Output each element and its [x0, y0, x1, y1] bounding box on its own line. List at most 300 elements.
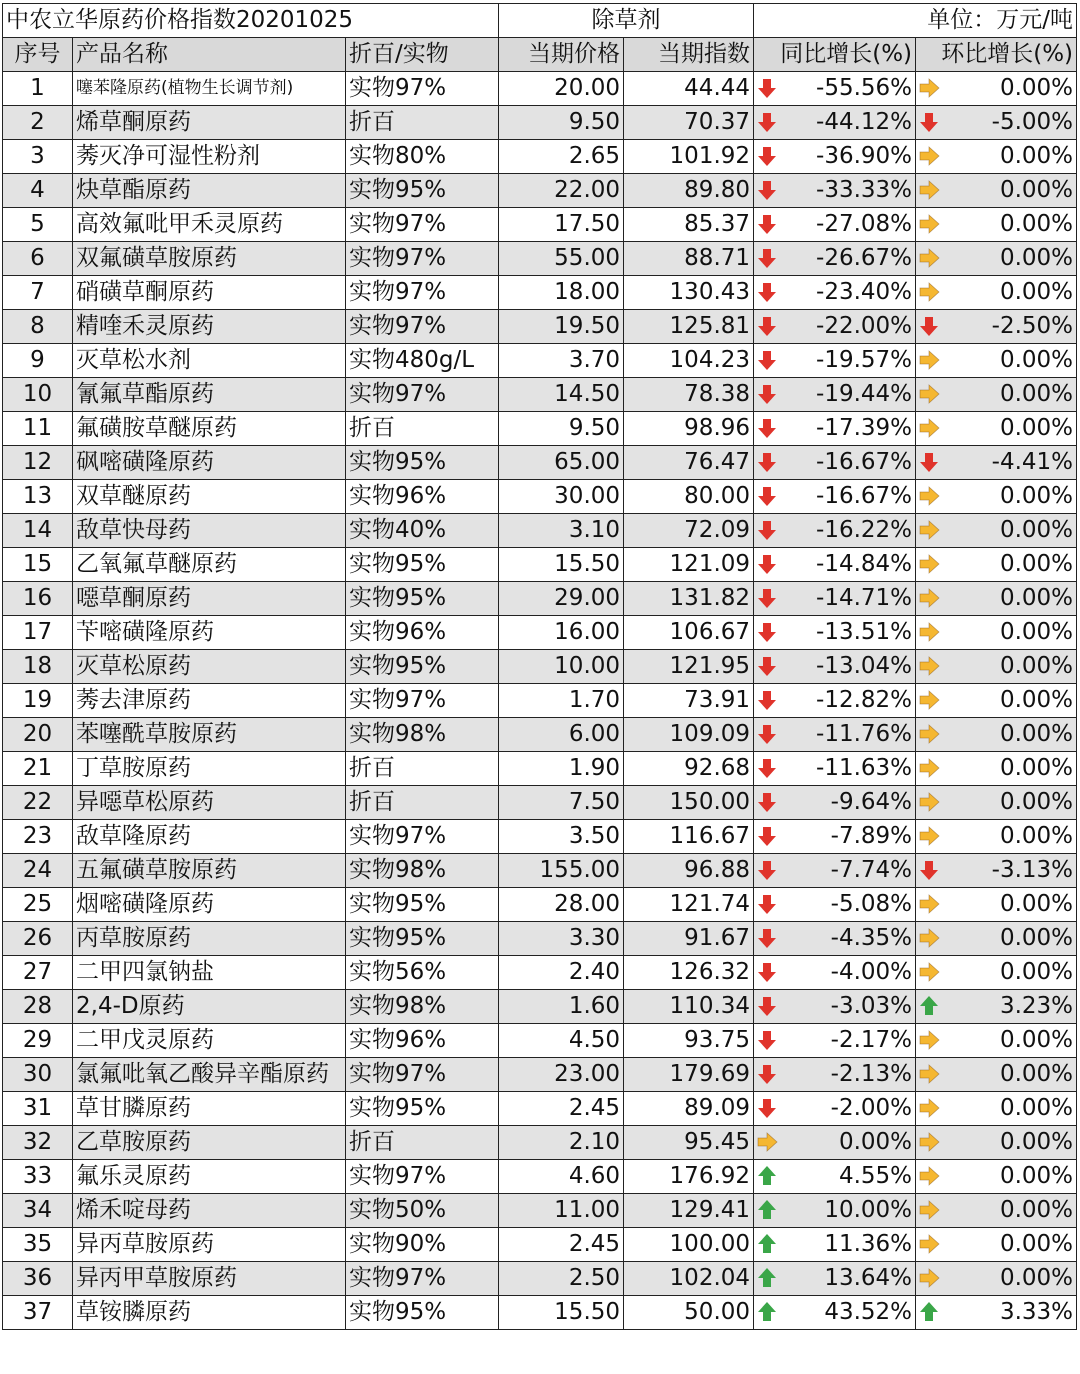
mom-change-cell [916, 1092, 1077, 1126]
current-index: 88.71 [624, 242, 754, 276]
mom-change-value: -3.13% [991, 857, 1074, 883]
yoy-change-value: -2.00% [830, 1095, 913, 1121]
current-price: 9.50 [499, 106, 624, 140]
product-spec: 实物97% [346, 1058, 499, 1092]
yoy-change-cell [754, 412, 916, 446]
table-row [3, 106, 1077, 140]
table-row [3, 1262, 1077, 1296]
mom-change-value: -5.00% [991, 109, 1074, 135]
mom-change-value: 0.00% [999, 415, 1074, 441]
table-row [3, 990, 1077, 1024]
table-row [3, 344, 1077, 378]
product-name: 烟嘧磺隆原药 [73, 888, 346, 922]
header-index: 当期指数 [624, 38, 754, 72]
product-spec: 实物97% [346, 310, 499, 344]
current-index: 102.04 [624, 1262, 754, 1296]
product-spec: 实物97% [346, 1262, 499, 1296]
yoy-change-cell [754, 956, 916, 990]
arrow-right-icon [918, 247, 940, 269]
yoy-change-cell [754, 684, 916, 718]
row-number: 20 [3, 718, 73, 752]
table-row [3, 1296, 1077, 1330]
yoy-change-value: 0.00% [838, 1129, 913, 1155]
row-number: 37 [3, 1296, 73, 1330]
mom-change-value: -2.50% [991, 313, 1074, 339]
row-number: 14 [3, 514, 73, 548]
mom-change-value: 0.00% [999, 619, 1074, 645]
product-name: 敌草快母药 [73, 514, 346, 548]
table-row [3, 446, 1077, 480]
arrow-right-icon [918, 383, 940, 405]
product-name: 噁草酮原药 [73, 582, 346, 616]
arrow-down-icon [756, 485, 778, 507]
yoy-change-value: -19.57% [816, 347, 913, 373]
product-name: 丁草胺原药 [73, 752, 346, 786]
arrow-down-icon [756, 145, 778, 167]
yoy-change-cell [754, 582, 916, 616]
current-price: 2.45 [499, 1092, 624, 1126]
mom-change-value: 3.33% [999, 1299, 1074, 1325]
table-row [3, 310, 1077, 344]
arrow-up-icon [756, 1199, 778, 1221]
product-spec: 实物97% [346, 378, 499, 412]
row-number: 15 [3, 548, 73, 582]
row-number: 27 [3, 956, 73, 990]
current-index: 121.09 [624, 548, 754, 582]
current-index: 93.75 [624, 1024, 754, 1058]
arrow-down-icon [756, 723, 778, 745]
yoy-change-cell [754, 820, 916, 854]
current-price: 23.00 [499, 1058, 624, 1092]
current-price: 20.00 [499, 72, 624, 106]
current-price: 4.60 [499, 1160, 624, 1194]
mom-change-cell [916, 1228, 1077, 1262]
mom-change-cell [916, 1024, 1077, 1058]
table-row [3, 276, 1077, 310]
table-row [3, 922, 1077, 956]
product-name: 丙草胺原药 [73, 922, 346, 956]
yoy-change-cell [754, 378, 916, 412]
product-spec: 实物96% [346, 480, 499, 514]
yoy-change-cell [754, 174, 916, 208]
product-spec: 实物97% [346, 276, 499, 310]
yoy-change-cell [754, 1262, 916, 1296]
yoy-change-cell [754, 276, 916, 310]
mom-change-cell [916, 616, 1077, 650]
arrow-right-icon [918, 77, 940, 99]
current-price: 30.00 [499, 480, 624, 514]
product-name: 双氟磺草胺原药 [73, 242, 346, 276]
yoy-change-value: -9.64% [830, 789, 913, 815]
yoy-change-cell [754, 446, 916, 480]
product-name: 异噁草松原药 [73, 786, 346, 820]
yoy-change-value: -7.89% [830, 823, 913, 849]
arrow-down-icon [756, 893, 778, 915]
table-row [3, 208, 1077, 242]
arrow-down-icon [756, 383, 778, 405]
mom-change-cell [916, 752, 1077, 786]
current-index: 95.45 [624, 1126, 754, 1160]
product-spec: 实物95% [346, 548, 499, 582]
yoy-change-value: 10.00% [824, 1197, 913, 1223]
product-name: 乙氧氟草醚原药 [73, 548, 346, 582]
mom-change-cell [916, 1296, 1077, 1330]
header-name: 产品名称 [73, 38, 346, 72]
row-number: 9 [3, 344, 73, 378]
mom-change-value: 0.00% [999, 245, 1074, 271]
table-row [3, 72, 1077, 106]
product-spec: 折百 [346, 752, 499, 786]
current-index: 121.74 [624, 888, 754, 922]
mom-change-cell [916, 208, 1077, 242]
current-index: 85.37 [624, 208, 754, 242]
arrow-down-icon [756, 757, 778, 779]
mom-change-value: 0.00% [999, 789, 1074, 815]
mom-change-value: 0.00% [999, 925, 1074, 951]
table-row [3, 480, 1077, 514]
current-price: 15.50 [499, 1296, 624, 1330]
mom-change-value: 0.00% [999, 1027, 1074, 1053]
arrow-down-icon [756, 349, 778, 371]
mom-change-value: 0.00% [999, 721, 1074, 747]
product-spec: 实物97% [346, 1160, 499, 1194]
yoy-change-value: -19.44% [816, 381, 913, 407]
current-price: 15.50 [499, 548, 624, 582]
arrow-right-icon [918, 519, 940, 541]
arrow-down-icon [756, 1063, 778, 1085]
product-spec: 实物97% [346, 208, 499, 242]
category-label: 除草剂 [499, 4, 754, 38]
product-spec: 实物480g/L [346, 344, 499, 378]
yoy-change-value: -36.90% [816, 143, 913, 169]
row-number: 6 [3, 242, 73, 276]
arrow-up-icon [756, 1165, 778, 1187]
arrow-right-icon [918, 1267, 940, 1289]
arrow-right-icon [918, 961, 940, 983]
current-index: 92.68 [624, 752, 754, 786]
product-spec: 折百 [346, 786, 499, 820]
current-price: 14.50 [499, 378, 624, 412]
yoy-change-cell [754, 242, 916, 276]
yoy-change-value: -4.35% [830, 925, 913, 951]
yoy-change-value: -55.56% [816, 75, 913, 101]
product-spec: 实物95% [346, 1296, 499, 1330]
product-name: 高效氟吡甲禾灵原药 [73, 208, 346, 242]
arrow-right-icon [918, 723, 940, 745]
row-number: 4 [3, 174, 73, 208]
table-row [3, 684, 1077, 718]
mom-change-cell [916, 956, 1077, 990]
row-number: 35 [3, 1228, 73, 1262]
current-price: 2.65 [499, 140, 624, 174]
table-row [3, 786, 1077, 820]
current-index: 125.81 [624, 310, 754, 344]
yoy-change-value: -7.74% [830, 857, 913, 883]
price-index-table [2, 3, 1077, 1330]
header-spec: 折百/实物 [346, 38, 499, 72]
arrow-down-icon [756, 111, 778, 133]
mom-change-value: 0.00% [999, 143, 1074, 169]
current-price: 1.90 [499, 752, 624, 786]
yoy-change-cell [754, 752, 916, 786]
arrow-down-icon [918, 451, 940, 473]
mom-change-cell [916, 1058, 1077, 1092]
arrow-down-icon [918, 859, 940, 881]
yoy-change-value: -2.13% [830, 1061, 913, 1087]
arrow-right-icon [918, 349, 940, 371]
arrow-right-icon [918, 587, 940, 609]
mom-change-cell [916, 820, 1077, 854]
row-number: 1 [3, 72, 73, 106]
current-index: 72.09 [624, 514, 754, 548]
yoy-change-value: -44.12% [816, 109, 913, 135]
arrow-up-icon [756, 1233, 778, 1255]
yoy-change-value: -14.84% [816, 551, 913, 577]
product-name: 异丙甲草胺原药 [73, 1262, 346, 1296]
current-index: 50.00 [624, 1296, 754, 1330]
current-index: 44.44 [624, 72, 754, 106]
product-spec: 折百 [346, 412, 499, 446]
arrow-down-icon [756, 655, 778, 677]
table-row [3, 1228, 1077, 1262]
current-price: 3.50 [499, 820, 624, 854]
arrow-right-icon [918, 893, 940, 915]
row-number: 34 [3, 1194, 73, 1228]
product-spec: 实物97% [346, 72, 499, 106]
arrow-down-icon [756, 859, 778, 881]
current-price: 2.50 [499, 1262, 624, 1296]
arrow-down-icon [756, 621, 778, 643]
arrow-down-icon [756, 77, 778, 99]
arrow-right-icon [918, 1029, 940, 1051]
mom-change-cell [916, 174, 1077, 208]
mom-change-cell [916, 1262, 1077, 1296]
product-name: 二甲四氯钠盐 [73, 956, 346, 990]
arrow-right-icon [918, 1063, 940, 1085]
table-row [3, 718, 1077, 752]
current-price: 3.30 [499, 922, 624, 956]
yoy-change-value: 11.36% [824, 1231, 913, 1257]
arrow-right-icon [918, 791, 940, 813]
yoy-change-value: -16.67% [816, 483, 913, 509]
product-name: 乙草胺原药 [73, 1126, 346, 1160]
mom-change-cell [916, 1126, 1077, 1160]
current-index: 80.00 [624, 480, 754, 514]
row-number: 31 [3, 1092, 73, 1126]
product-spec: 实物95% [346, 650, 499, 684]
mom-change-value: 0.00% [999, 1265, 1074, 1291]
current-index: 76.47 [624, 446, 754, 480]
product-spec: 实物95% [346, 1092, 499, 1126]
product-spec: 实物90% [346, 1228, 499, 1262]
yoy-change-cell [754, 1194, 916, 1228]
yoy-change-cell [754, 718, 916, 752]
yoy-change-cell [754, 514, 916, 548]
table-row [3, 1194, 1077, 1228]
yoy-change-cell [754, 1296, 916, 1330]
table-row [3, 820, 1077, 854]
current-index: 96.88 [624, 854, 754, 888]
row-number: 30 [3, 1058, 73, 1092]
header-price: 当期价格 [499, 38, 624, 72]
current-index: 73.91 [624, 684, 754, 718]
row-number: 24 [3, 854, 73, 888]
yoy-change-value: -11.63% [816, 755, 913, 781]
table-row [3, 174, 1077, 208]
product-name: 异丙草胺原药 [73, 1228, 346, 1262]
mom-change-value: 0.00% [999, 347, 1074, 373]
arrow-right-icon [918, 655, 940, 677]
arrow-down-icon [756, 825, 778, 847]
product-name: 氰氟草酯原药 [73, 378, 346, 412]
mom-change-value: 3.23% [999, 993, 1074, 1019]
current-index: 109.09 [624, 718, 754, 752]
mom-change-cell [916, 412, 1077, 446]
yoy-change-value: -16.22% [816, 517, 913, 543]
row-number: 16 [3, 582, 73, 616]
product-spec: 实物96% [346, 1024, 499, 1058]
mom-change-cell [916, 378, 1077, 412]
row-number: 25 [3, 888, 73, 922]
row-number: 26 [3, 922, 73, 956]
yoy-change-value: -22.00% [816, 313, 913, 339]
header-no: 序号 [3, 38, 73, 72]
current-price: 19.50 [499, 310, 624, 344]
current-index: 89.80 [624, 174, 754, 208]
mom-change-value: 0.00% [999, 1231, 1074, 1257]
row-number: 32 [3, 1126, 73, 1160]
arrow-down-icon [756, 451, 778, 473]
current-price: 3.10 [499, 514, 624, 548]
current-price: 55.00 [499, 242, 624, 276]
header-mom: 环比增长(%) [916, 38, 1077, 72]
yoy-change-cell [754, 1228, 916, 1262]
mom-change-cell [916, 786, 1077, 820]
current-price: 155.00 [499, 854, 624, 888]
product-spec: 实物98% [346, 990, 499, 1024]
product-name: 氟乐灵原药 [73, 1160, 346, 1194]
yoy-change-value: -3.03% [830, 993, 913, 1019]
unit-label: 单位：万元/吨 [754, 4, 1077, 38]
mom-change-value: 0.00% [999, 687, 1074, 713]
product-name: 烯草酮原药 [73, 106, 346, 140]
current-index: 100.00 [624, 1228, 754, 1262]
arrow-down-icon [756, 927, 778, 949]
arrow-down-icon [756, 281, 778, 303]
table-row [3, 412, 1077, 446]
current-price: 11.00 [499, 1194, 624, 1228]
current-index: 121.95 [624, 650, 754, 684]
current-price: 1.70 [499, 684, 624, 718]
table-row [3, 854, 1077, 888]
mom-change-value: 0.00% [999, 1061, 1074, 1087]
current-price: 9.50 [499, 412, 624, 446]
yoy-change-cell [754, 1126, 916, 1160]
row-number: 3 [3, 140, 73, 174]
yoy-change-value: 4.55% [838, 1163, 913, 1189]
yoy-change-cell [754, 922, 916, 956]
table-row [3, 1126, 1077, 1160]
row-number: 8 [3, 310, 73, 344]
current-price: 6.00 [499, 718, 624, 752]
arrow-right-icon [918, 417, 940, 439]
mom-change-value: 0.00% [999, 1163, 1074, 1189]
yoy-change-value: -14.71% [816, 585, 913, 611]
yoy-change-cell [754, 106, 916, 140]
product-name: 炔草酯原药 [73, 174, 346, 208]
arrow-right-icon [918, 1199, 940, 1221]
mom-change-value: 0.00% [999, 483, 1074, 509]
current-index: 110.34 [624, 990, 754, 1024]
yoy-change-cell [754, 650, 916, 684]
yoy-change-cell [754, 854, 916, 888]
mom-change-value: 0.00% [999, 1095, 1074, 1121]
arrow-right-icon [918, 145, 940, 167]
yoy-change-cell [754, 548, 916, 582]
mom-change-cell [916, 582, 1077, 616]
arrow-up-icon [756, 1267, 778, 1289]
arrow-down-icon [756, 1029, 778, 1051]
current-price: 2.45 [499, 1228, 624, 1262]
yoy-change-cell [754, 990, 916, 1024]
title-row [3, 4, 1077, 38]
mom-change-cell [916, 72, 1077, 106]
current-price: 10.00 [499, 650, 624, 684]
current-index: 70.37 [624, 106, 754, 140]
current-index: 104.23 [624, 344, 754, 378]
product-name: 灭草松原药 [73, 650, 346, 684]
table-row [3, 378, 1077, 412]
arrow-right-icon [918, 927, 940, 949]
yoy-change-cell [754, 72, 916, 106]
arrow-up-icon [918, 995, 940, 1017]
product-spec: 实物97% [346, 820, 499, 854]
current-index: 176.92 [624, 1160, 754, 1194]
header-row [3, 38, 1077, 72]
yoy-change-cell [754, 888, 916, 922]
mom-change-value: -4.41% [991, 449, 1074, 475]
header-yoy: 同比增长(%) [754, 38, 916, 72]
current-index: 131.82 [624, 582, 754, 616]
row-number: 23 [3, 820, 73, 854]
arrow-down-icon [756, 417, 778, 439]
mom-change-cell [916, 718, 1077, 752]
row-number: 12 [3, 446, 73, 480]
arrow-right-icon [918, 757, 940, 779]
product-spec: 折百 [346, 1126, 499, 1160]
mom-change-value: 0.00% [999, 517, 1074, 543]
table-row [3, 140, 1077, 174]
product-name: 灭草松水剂 [73, 344, 346, 378]
product-name: 草铵膦原药 [73, 1296, 346, 1330]
current-index: 130.43 [624, 276, 754, 310]
table-row [3, 242, 1077, 276]
product-spec: 实物95% [346, 888, 499, 922]
current-price: 7.50 [499, 786, 624, 820]
mom-change-cell [916, 1160, 1077, 1194]
yoy-change-cell [754, 616, 916, 650]
yoy-change-cell [754, 344, 916, 378]
table-row [3, 1160, 1077, 1194]
current-price: 16.00 [499, 616, 624, 650]
table-row [3, 514, 1077, 548]
row-number: 13 [3, 480, 73, 514]
product-spec: 实物95% [346, 582, 499, 616]
mom-change-cell [916, 344, 1077, 378]
arrow-right-icon [918, 281, 940, 303]
mom-change-value: 0.00% [999, 891, 1074, 917]
current-index: 129.41 [624, 1194, 754, 1228]
